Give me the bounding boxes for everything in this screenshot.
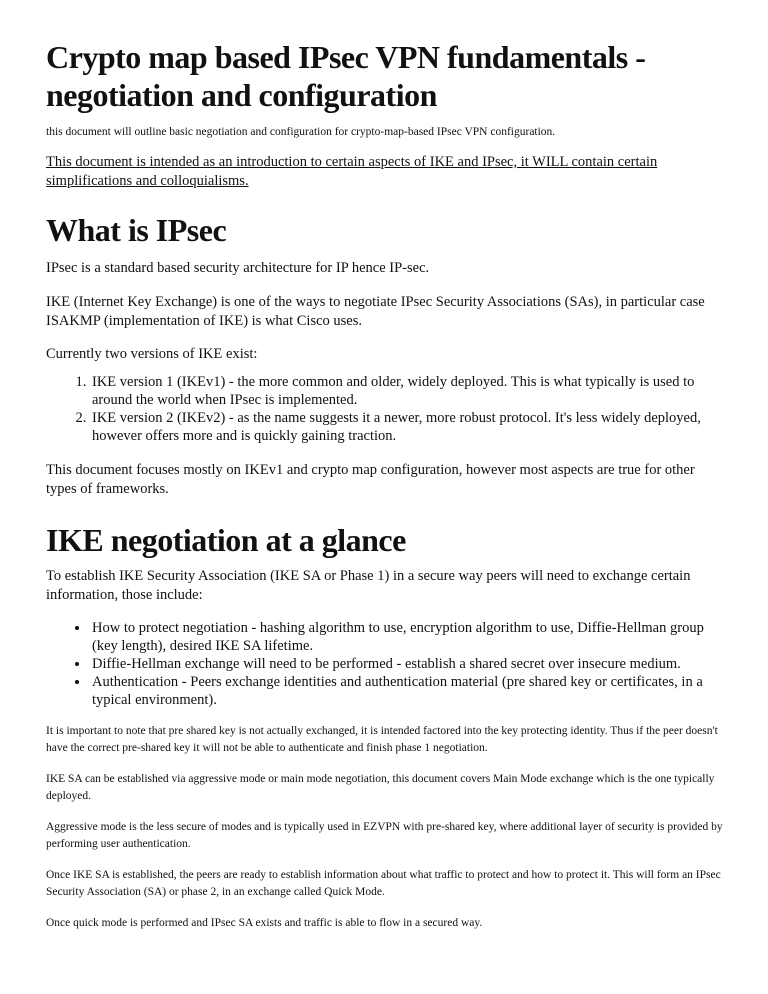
note-preshared-key: It is important to note that pre shared key is not actually exchanged, it is intended factored into the key protecting identity. Thus if the peer doesn't have the correct pre-shared key it will not be able to authenticate and finish phase 1 negotiation. [46,725,718,754]
ike-paragraph-1: To establish IKE Security Association (IKE SA or Phase 1) in a secure way peers will need to exchange certain information, those include: [46,568,691,603]
intro-summary: this document will outline basic negotiation and configuration for crypto-map-based IPsec VPN configuration. [46,126,556,138]
note-ipsec-sa: Once quick mode is performed and IPsec SA exists and traffic is able to flow in a secured way. [46,917,483,929]
document-title: Crypto map based IPsec VPN fundamentals - negotiation and configuration [46,39,646,113]
ipsec-paragraph-4: This document focuses mostly on IKEv1 and crypto map configuration, however most aspects are true for other types of frameworks. [46,462,695,497]
note-main-mode: IKE SA can be established via aggressive mode or main mode negotiation, this document covers Main Mode exchange which is the one typically deployed. [46,773,715,802]
document-page [46,38,726,932]
section-heading-what-is-ipsec: What is IPsec [46,212,227,248]
list-item: • Authentication - Peers exchange identities and authentication material (pre shared key or certificates, in a typical environment). [90,673,726,709]
intro-disclaimer: This document is intended as an introduction to certain aspects of IKE and IPsec, it WILL contain certain simplifications and colloquialisms. [46,154,658,189]
list-item: • How to protect negotiation - hashing algorithm to use, encryption algorithm to use, Diffie-Hellman group (key length), desired IKE SA lifetime. [90,619,726,655]
ipsec-paragraph-2: IKE (Internet Key Exchange) is one of the ways to negotiate IPsec Security Associations (SAs), in particular case ISAKMP (implementation of IKE) is what Cisco uses. [46,294,705,329]
list-item: • Diffie-Hellman exchange will need to be performed - establish a shared secret over insecure medium. [90,655,726,673]
ipsec-paragraph-3: Currently two versions of IKE exist: [46,346,258,362]
list-item: 1. IKE version 1 (IKEv1) - the more common and older, widely deployed. This is what typically is used to around the world when IPsec is implemented. [90,373,726,409]
ike-versions-list [46,373,726,445]
ike-exchange-list [46,619,726,709]
section-heading-ike-negotiation: IKE negotiation at a glance [46,522,406,558]
ipsec-paragraph-1: IPsec is a standard based security architecture for IP hence IP-sec. [46,260,430,276]
note-aggressive-mode: Aggressive mode is the less secure of modes and is typically used in EZVPN with pre-shared key, where additional layer of security is provided by performing user authentication. [46,821,723,850]
list-item: 2. IKE version 2 (IKEv2) - as the name suggests it a newer, more robust protocol. It's less widely deployed, however offers more and is quickly gaining traction. [90,409,726,445]
note-quick-mode: Once IKE SA is established, the peers are ready to establish information about what traffic to protect and how to protect it. This will form an IPsec Security Association (SA) or phase 2, in an exchange called Quick Mode. [46,869,721,898]
